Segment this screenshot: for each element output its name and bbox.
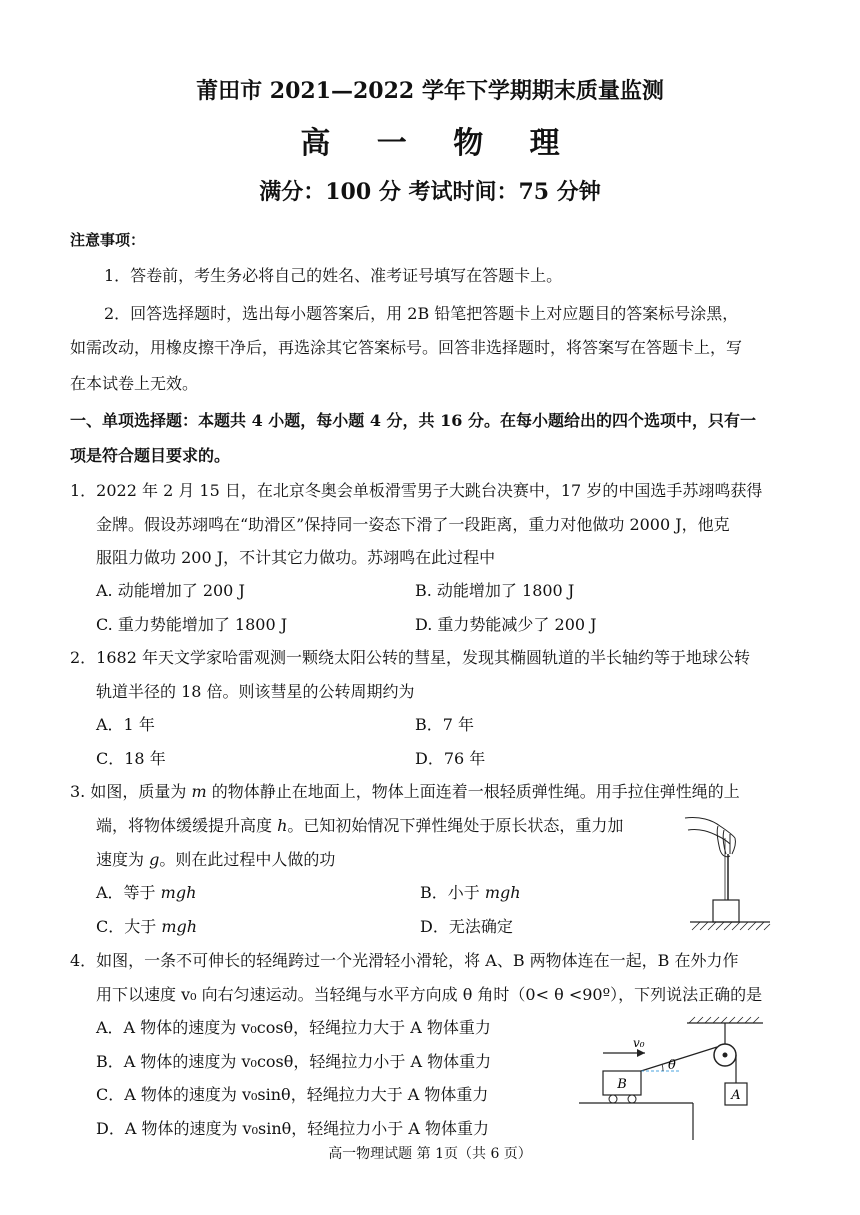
ceiling-hatch	[689, 1017, 759, 1023]
hand-icon	[685, 817, 735, 856]
notice-heading: 注意事项：	[70, 231, 146, 249]
q4-figure	[575, 1015, 775, 1143]
q4-option-c: C．A 物体的速度为 v₀sinθ，轻绳拉力大于 A 物体重力	[96, 1085, 489, 1104]
q2-option-b: B．7 年	[415, 715, 475, 734]
q4-line1: 4．如图，一条不可伸长的轻绳跨过一个光滑轻小滑轮，将 A、B 两物体连在一起，B 在外力作	[70, 951, 739, 970]
q2-option-c: C．18 年	[96, 749, 166, 768]
q2-option-a: A．1 年	[96, 715, 155, 734]
block-object	[713, 900, 739, 922]
score-time: 满分：100 分 考试时间：75 分钟	[259, 179, 601, 205]
block-a-label: A	[731, 1088, 741, 1103]
q3-option-a: A．等于 mgh	[96, 883, 197, 902]
wheel-left	[609, 1095, 617, 1103]
q4-option-b: B．A 物体的速度为 v₀cosθ，轻绳拉力小于 A 物体重力	[96, 1052, 492, 1071]
q4-option-d: D．A 物体的速度为 v₀sinθ，轻绳拉力小于 A 物体重力	[96, 1119, 490, 1138]
v0-label: v₀	[633, 1036, 645, 1050]
q3-option-d: D．无法确定	[420, 917, 513, 936]
q3-option-b: B．小于 mgh	[420, 883, 521, 902]
notice-item-2-line3: 在本试卷上无效。	[70, 374, 199, 393]
wheel-right	[628, 1095, 636, 1103]
page-footer: 高一物理试题 第 1页（共 6 页）	[328, 1146, 532, 1162]
rope-to-b	[641, 1047, 717, 1071]
q3-line3: 速度为 g。则在此过程中人做的功	[96, 850, 336, 869]
q3-option-c: C．大于 mgh	[96, 917, 198, 936]
q1-option-d: D. 重力势能减少了 200 J	[415, 615, 597, 634]
q1-option-a: A. 动能增加了 200 J	[96, 581, 245, 600]
q3-line1: 3. 如图，质量为 m 的物体静止在地面上，物体上面连着一根轻质弹性绳。用手拉住弹性绳的上	[70, 782, 740, 801]
section-heading-line1: 一、单项选择题：本题共 4 小题，每小题 4 分，共 16 分。在每小题给出的四个选项中，只有一	[70, 411, 756, 430]
q3-line2: 端，将物体缓缓提升高度 h。已知初始情况下弹性绳处于原长状态，重力加	[96, 816, 624, 835]
q3-figure	[680, 808, 780, 943]
pulley-axle	[723, 1053, 728, 1058]
q2-line2: 轨道半径的 18 倍。则该彗星的公转周期约为	[96, 682, 415, 701]
section-heading-line2: 项是符合题目要求的。	[70, 446, 231, 465]
ground-hatch	[692, 922, 770, 930]
q4-option-a: A．A 物体的速度为 v₀cosθ，轻绳拉力大于 A 物体重力	[96, 1018, 491, 1037]
q2-option-d: D．76 年	[415, 749, 486, 768]
q1-line2: 金牌。假设苏翊鸣在“助滑区”保持同一姿态下滑了一段距离，重力对他做功 2000 J，他克	[96, 515, 730, 534]
q1-line3: 服阻力做功 200 J，不计其它力做功。苏翊鸣在此过程中	[96, 548, 496, 567]
q1-option-c: C. 重力势能增加了 1800 J	[96, 615, 288, 634]
theta-label: θ	[668, 1058, 676, 1073]
notice-item-1: 1．答卷前，考生务必将自己的姓名、准考证号填写在答题卡上。	[104, 266, 563, 285]
notice-item-2-line2: 如需改动，用橡皮擦干净后，再选涂其它答案标号。回答非选择题时，将答案写在答题卡上，写	[70, 338, 743, 357]
exam-title: 莆田市 2021—2022 学年下学期期末质量监测	[196, 78, 664, 104]
velocity-arrowhead	[637, 1049, 645, 1057]
subject-title: 高 一 物 理	[300, 126, 578, 161]
theta-arc	[662, 1064, 663, 1071]
block-b-label: B	[617, 1077, 627, 1092]
q2-line1: 2．1682 年天文学家哈雷观测一颗绕太阳公转的彗星，发现其椭圆轨道的半长轴约等于地球公转	[70, 648, 750, 667]
notice-item-2-line1: 2．回答选择题时，选出每小题答案后，用 2B 铅笔把答题卡上对应题目的答案标号涂黑，	[104, 304, 739, 323]
q1-option-b: B. 动能增加了 1800 J	[415, 581, 575, 600]
q4-line2: 用下以速度 v₀ 向右匀速运动。当轻绳与水平方向成 θ 角时（0< θ <90º），下列说法正确的是	[96, 985, 763, 1004]
q1-line1: 1．2022 年 2 月 15 日，在北京冬奥会单板滑雪男子大跳台决赛中，17 岁的中国选手苏翊鸣获得	[70, 481, 763, 500]
